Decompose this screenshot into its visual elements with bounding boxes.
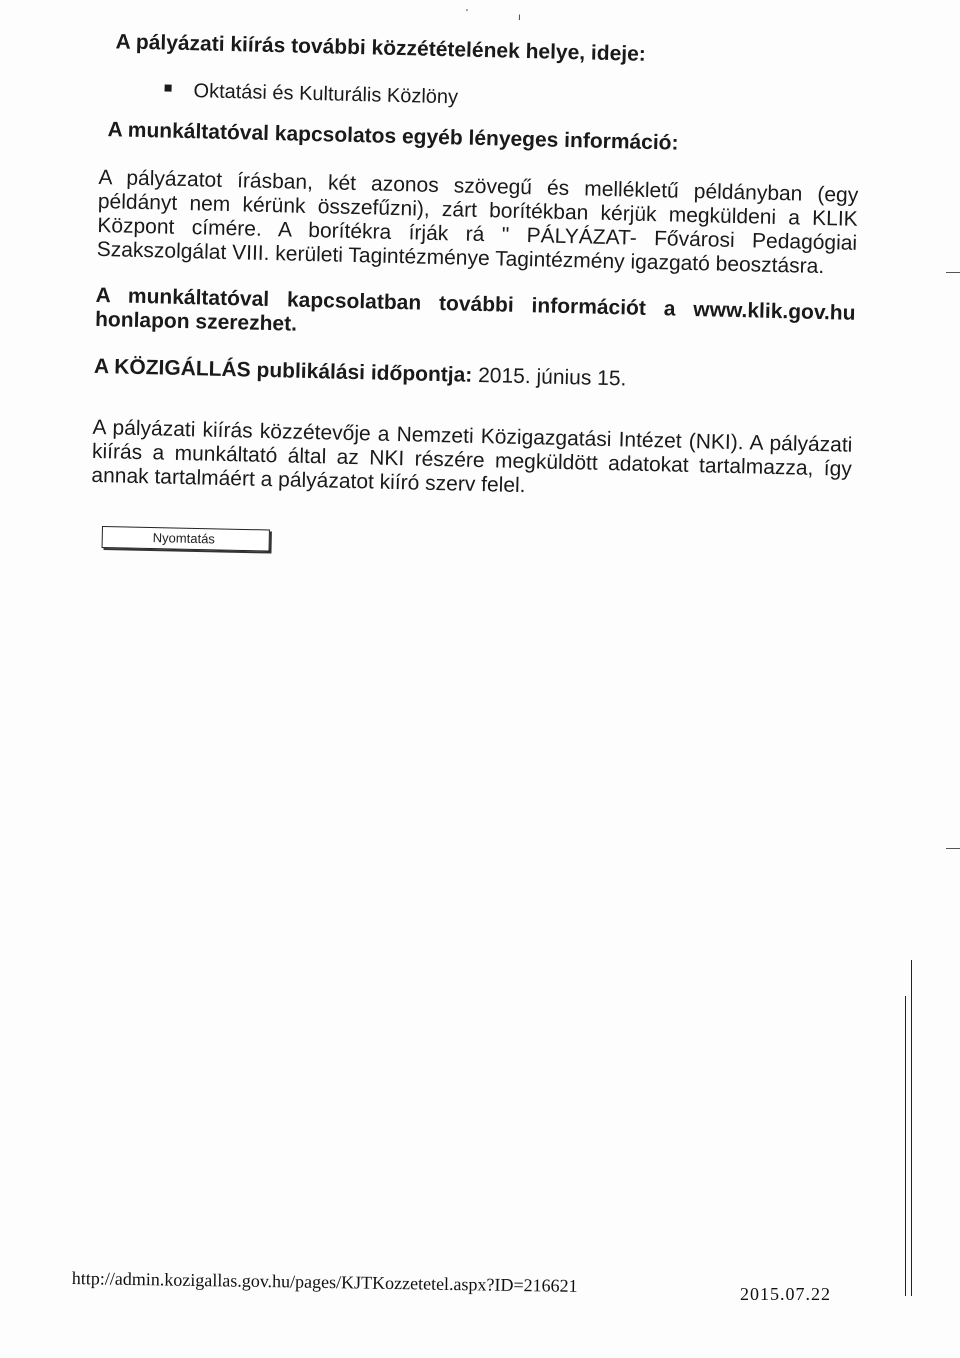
submission-paragraph: A pályázatot írásban, két azonos szövegű és mellékletű példányban (egy példányt nem kérünk összefűzni), zárt borítékban kérjük megküldeni a KLIK Központ címére. A borítékra írják rá " PÁLYÁZAT- Fővárosi Pedagógiai Szakszolgálat VIII. kerületi Tagintézménye Tagintézmény igazgató beosztásra. bbox=[96, 165, 859, 279]
scan-edge-tick bbox=[946, 272, 960, 273]
heading-publication-place: A pályázati kiírás további közzétételének helye, ideje: bbox=[115, 30, 647, 66]
heading-employer-info: A munkáltatóval kapcsolatos egyéb lényeges információ: bbox=[107, 118, 679, 155]
list-item bbox=[164, 77, 870, 120]
kozigallas-label: A KÖZIGÁLLÁS bbox=[93, 354, 251, 382]
kozigallas-label-rest: publikálási időpontja: bbox=[250, 358, 473, 387]
bullet-icon bbox=[165, 84, 172, 91]
kozigallas-publication-date bbox=[94, 354, 864, 398]
scan-mark: ' bbox=[466, 8, 468, 19]
footer-date: 2015.07.22 bbox=[740, 1284, 831, 1304]
publisher-paragraph: A pályázati kiírás közzétevője a Nemzeti Közigazgatási Intézet (NKI). A pályázati kiírás a munkáltató által az NKI részére megküldött adatokat tartalmazza, így annak tartalmáért a pályázatot kiíró szerv felel. bbox=[91, 415, 853, 498]
list-item-label: Oktatási és Kulturális Közlöny bbox=[193, 80, 459, 109]
scan-mark: ı bbox=[518, 12, 521, 23]
scan-edge-tick bbox=[946, 848, 960, 849]
scan-edge-line bbox=[905, 996, 906, 1296]
document-body bbox=[91, 28, 872, 506]
footer-url: http://admin.kozigallas.gov.hu/pages/KJTKozzetetel.aspx?ID=216621 bbox=[71, 1268, 578, 1296]
more-info-paragraph: A munkáltatóval kapcsolatban további információt a www.klik.gov.hu honlapon szerezhet. bbox=[94, 283, 856, 336]
scan-edge-line bbox=[911, 960, 912, 1296]
print-button[interactable]: Nyomtatás bbox=[102, 526, 270, 552]
publication-date-value: 2015. június 15. bbox=[472, 363, 627, 391]
